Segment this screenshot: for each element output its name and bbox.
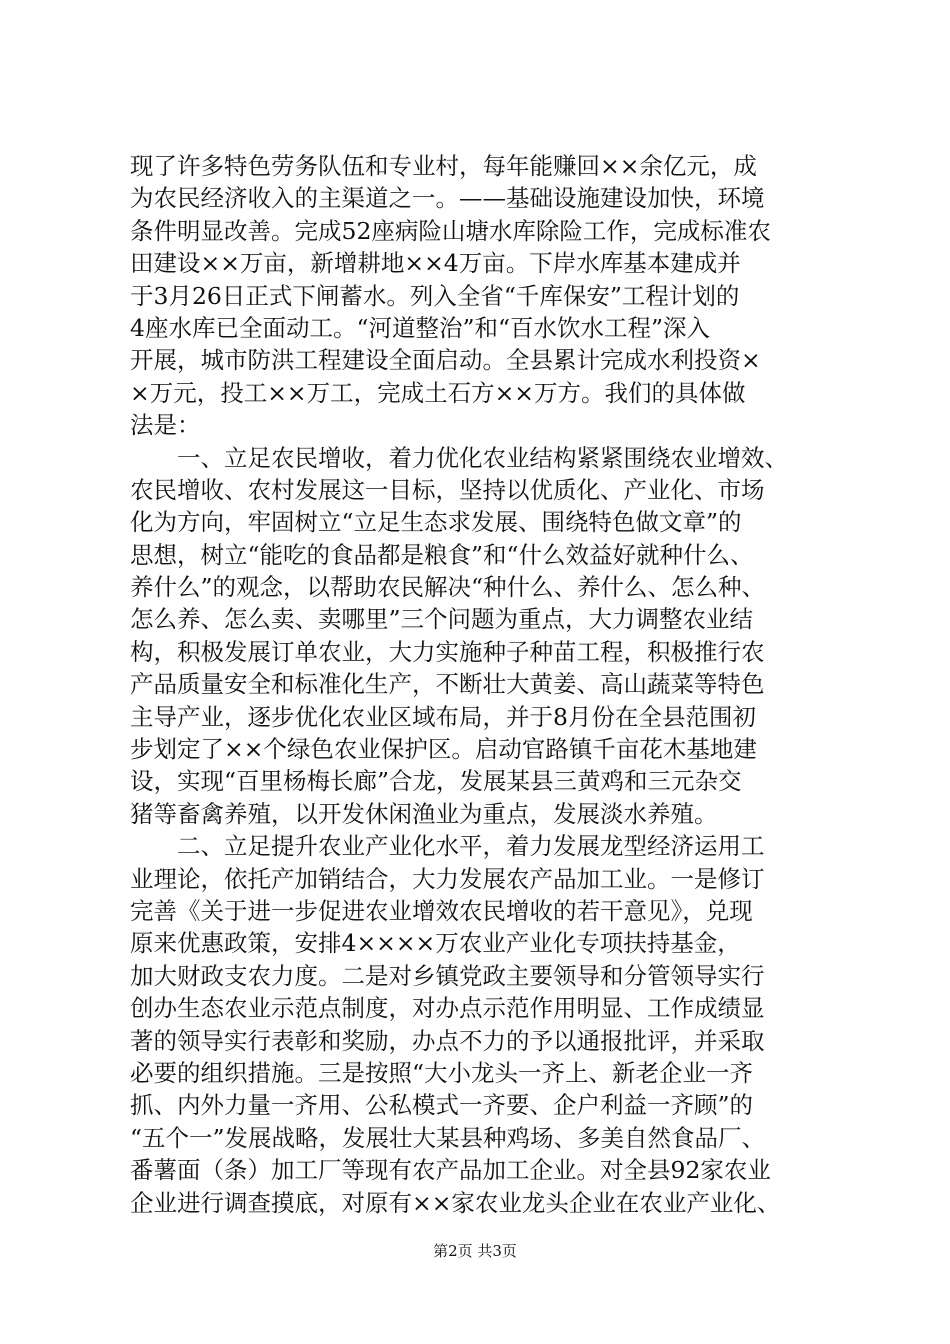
text-line: 田建设××万亩，新增耕地××4万亩。下岸水库基本建成并 xyxy=(130,249,741,278)
text-line: 产品质量安全和标准化生产，不断壮大黄姜、高山蔬菜等特色 xyxy=(130,670,765,699)
text-line: 为农民经济收入的主渠道之一。——基础设施建设加快，环境 xyxy=(130,184,765,213)
page-number-label: 第2页 共3页 xyxy=(433,1242,517,1260)
text-line: 思想，树立“能吃的食品都是粮食”和“什么效益好就种什么、 xyxy=(130,540,754,569)
text-line: 业理论，依托产加销结合，大力发展农产品加工业。一是修订 xyxy=(130,864,765,893)
text-line: 猪等畜禽养殖，以开发休闲渔业为重点，发展淡水养殖。 xyxy=(130,799,718,828)
text-line: 步划定了××个绿色农业保护区。启动官路镇千亩花木基地建 xyxy=(130,735,757,764)
text-line: 完善《关于进一步促进农业增效农民增收的若干意见》，兑现 xyxy=(130,896,753,925)
text-line: 开展，城市防洪工程建设全面启动。全县累计完成水利投资× xyxy=(130,346,761,375)
text-line: 法是： xyxy=(130,411,201,440)
text-line: 现了许多特色劳务队伍和专业村，每年能赚回××余亿元，成 xyxy=(130,152,757,180)
text-line: 创办生态农业示范点制度，对办点示范作用明显、工作成绩显 xyxy=(130,994,765,1023)
text-line: 原来优惠政策，安排4××××万农业产业化专项扶持基金， xyxy=(130,929,741,958)
page-footer xyxy=(0,1240,950,1261)
text-line: 化为方向，牢固树立“立足生态求发展、围绕特色做文章”的 xyxy=(130,508,742,537)
text-line: 4座水库已全面动工。“河道整治”和“百水饮水工程”深入 xyxy=(130,313,711,342)
text-line: “五个一”发展战略，发展壮大某县种鸡场、多美自然食品厂、 xyxy=(130,1123,766,1152)
text-line: 怎么养、怎么卖、卖哪里”三个问题为重点，大力调整农业结 xyxy=(130,605,754,634)
text-line: ×万元，投工××万工，完成土石方××万方。我们的具体做 xyxy=(130,378,746,407)
text-line: 设，实现“百里杨梅长廊”合龙，发展某县三黄鸡和三元杂交 xyxy=(130,767,742,796)
text-line: 著的领导实行表彰和奖励，办点不力的予以通报批评，并采取 xyxy=(130,1026,765,1055)
text-line: 番薯面（条）加工厂等现有农产品加工企业。对全县92家农业 xyxy=(130,1156,771,1185)
text-line: 条件明显改善。完成52座病险山塘水库除险工作，完成标准农 xyxy=(130,216,771,245)
text-line: 主导产业，逐步优化农业区域布局，并于8月份在全县范围初 xyxy=(130,702,756,731)
document-body xyxy=(130,150,840,1219)
text-line: 抓、内外力量一齐用、公私模式一齐要、企户利益一齐顾”的 xyxy=(130,1091,754,1120)
text-line: 必要的组织措施。三是按照“大小龙头一齐上、新老企业一齐 xyxy=(130,1058,754,1087)
paragraph-start-line: 一、立足农民增收，着力优化农业结构紧紧围绕农业增效、 xyxy=(177,443,788,472)
text-line: 于3月26日正式下闸蓄水。列入全省“千库保安”工程计划的 xyxy=(130,281,740,310)
text-line: 企业进行调查摸底，对原有××家农业龙头企业在农业产业化、 xyxy=(130,1188,781,1217)
text-line: 构，积极发展订单农业，大力实施种子种苗工程，积极推行农 xyxy=(130,637,765,666)
text-line: 加大财政支农力度。二是对乡镇党政主要领导和分管领导实行 xyxy=(130,961,765,990)
paragraph-start-line: 二、立足提升农业产业化水平，着力发展龙型经济运用工 xyxy=(177,832,765,861)
text-line: 农民增收、农村发展这一目标，坚持以优质化、产业化、市场 xyxy=(130,475,765,504)
text-line: 养什么”的观念，以帮助农民解决“种什么、养什么、怎么种、 xyxy=(130,573,766,602)
